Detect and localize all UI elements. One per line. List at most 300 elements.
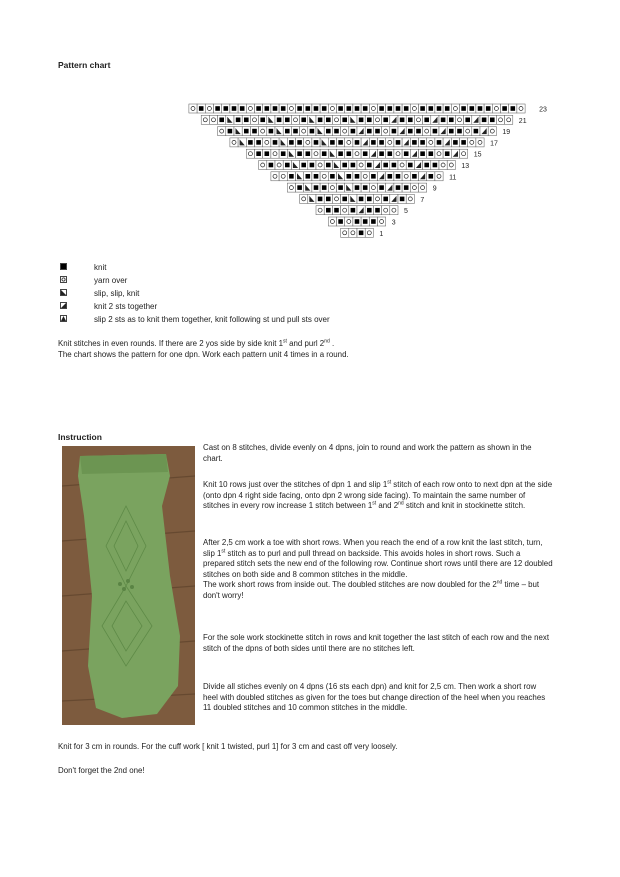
chart-cell xyxy=(361,172,369,181)
chart-cell xyxy=(423,127,431,136)
chart-cell xyxy=(505,115,513,124)
chart-cell xyxy=(398,194,406,203)
instruction-p3: After 2,5 cm work a toe with short rows. When you reach the end of a row knit the last stitch, turn, slip 1st stitch as to purl and pull thread on backside. This avoids holes in short rows. Such a prepared stitch sets the new end of the following row. Continue short rows until there are 12 doubled stitches on both side and 8 common stitches in the middle. The work short rows from inside out. The doubled stitches are now doubled for the 2nd time – but don't worry! xyxy=(203,538,553,600)
chart-cell xyxy=(324,115,332,124)
chart-cell xyxy=(242,115,250,124)
chart-row-number: 7 xyxy=(420,196,425,204)
chart-cell xyxy=(357,206,365,215)
chart-cell xyxy=(414,115,422,124)
chart-cell xyxy=(447,127,455,136)
chart-cell xyxy=(386,183,394,192)
chart-cell xyxy=(259,115,267,124)
chart-cell xyxy=(300,115,308,124)
chart-cell xyxy=(337,149,345,158)
chart-cell xyxy=(214,104,222,113)
chart-cell xyxy=(382,127,390,136)
chart-cell xyxy=(435,104,443,113)
legend-label: knit 2 sts together xyxy=(94,302,158,311)
chart-cell xyxy=(419,183,427,192)
chart-cell xyxy=(353,138,361,147)
chart-cell xyxy=(357,228,365,237)
chart-cell xyxy=(332,194,340,203)
chart-cell xyxy=(341,161,349,170)
chart-cell xyxy=(398,161,406,170)
chart-cell xyxy=(259,127,267,136)
chart-cell xyxy=(365,228,373,237)
chart-cell xyxy=(394,172,402,181)
instruction-p7: Don't forget the 2nd one! xyxy=(58,766,145,775)
chart-cell xyxy=(390,206,398,215)
chart-cell xyxy=(394,183,402,192)
chart-cell xyxy=(431,161,439,170)
chart-cell xyxy=(291,161,299,170)
chart-row-number: 19 xyxy=(502,129,511,137)
chart-cell xyxy=(451,149,459,158)
chart-cell xyxy=(464,127,472,136)
chart-cell xyxy=(398,115,406,124)
chart-cell xyxy=(341,228,349,237)
chart-cell xyxy=(312,183,320,192)
instruction-p2: Knit 10 rows just over the stitches of dpn 1 and slip 1st stitch of each row onto to next dpn at the side (onto dpn 4 right side facing, onto dpn 2 wrong side facing). To maintain the same number of stitches in every row increase 1 stitch between 1st and 2nd stitch and knit in stockinette stitch. xyxy=(203,479,553,511)
chart-cell xyxy=(267,161,275,170)
chart-cell xyxy=(427,149,435,158)
chart-cell xyxy=(357,161,365,170)
chart-cell xyxy=(390,194,398,203)
chart-cell xyxy=(312,172,320,181)
sock-photo xyxy=(62,446,195,725)
chart-cell xyxy=(472,127,480,136)
chart-cell xyxy=(320,172,328,181)
chart-cell xyxy=(279,149,287,158)
chart-cell xyxy=(390,127,398,136)
instruction-p5: Divide all stiches evenly on 4 dpns (16 sts each dpn) and knit for 2,5 cm. Then work a short row heel with doubled stitches as given for the toes but change direction of the heel when you reaches 11 doubled stitches and 10 common stitches in the middle. xyxy=(203,682,546,713)
chart-cell xyxy=(328,138,336,147)
chart-cell xyxy=(365,115,373,124)
chart-cell xyxy=(365,206,373,215)
chart-row-number: 21 xyxy=(518,117,527,125)
chart-cell xyxy=(304,104,312,113)
chart-cell xyxy=(365,161,373,170)
chart-cell xyxy=(345,104,353,113)
chart-cell xyxy=(361,183,369,192)
chart-cell xyxy=(423,161,431,170)
chart-cell xyxy=(349,161,357,170)
chart-cell xyxy=(349,115,357,124)
chart-cell xyxy=(320,149,328,158)
chart-row-number: 9 xyxy=(432,185,437,193)
chart-cell xyxy=(296,104,304,113)
chart-cell xyxy=(373,206,381,215)
chart-cell xyxy=(279,172,287,181)
chart-cell xyxy=(394,104,402,113)
chart-cell xyxy=(255,138,263,147)
chart-cell xyxy=(410,104,418,113)
chart-cell xyxy=(517,104,525,113)
chart-cell xyxy=(353,217,361,226)
chart-cell xyxy=(263,104,271,113)
chart-notes: Knit stitches in even rounds. If there are 2 yos side by side knit 1st and purl 2nd . The chart shows the pattern for one dpn. Work each pattern unit 4 times in a round. xyxy=(58,338,349,359)
chart-cell xyxy=(189,104,197,113)
chart-cell xyxy=(312,138,320,147)
chart-cell xyxy=(439,115,447,124)
k2tog-symbol-icon xyxy=(60,302,67,309)
chart-cell xyxy=(275,115,283,124)
chart-cell xyxy=(349,127,357,136)
chart-cell xyxy=(349,206,357,215)
ssk-symbol-icon xyxy=(60,289,67,296)
chart-cell xyxy=(480,115,488,124)
chart-cell xyxy=(283,115,291,124)
chart-cell xyxy=(328,149,336,158)
chart-cell xyxy=(337,138,345,147)
chart-cell xyxy=(337,172,345,181)
chart-cell xyxy=(308,115,316,124)
chart-cell xyxy=(341,194,349,203)
chart-cell xyxy=(230,104,238,113)
chart-cell xyxy=(316,194,324,203)
chart-cell xyxy=(361,217,369,226)
chart-cell xyxy=(369,104,377,113)
chart-cell xyxy=(357,127,365,136)
chart-cell xyxy=(304,183,312,192)
legend-label: slip 2 sts as to knit them together, knit following st und pull sts over xyxy=(94,315,330,324)
chart-cell xyxy=(414,127,422,136)
chart-cell xyxy=(234,115,242,124)
chart-cell xyxy=(226,115,234,124)
chart-cell xyxy=(246,138,254,147)
chart-cell xyxy=(316,161,324,170)
chart-cell xyxy=(287,104,295,113)
s2kp-symbol-icon xyxy=(60,315,67,322)
chart-cell xyxy=(332,115,340,124)
chart-cell xyxy=(328,104,336,113)
chart-cell xyxy=(468,138,476,147)
chart-cell xyxy=(402,172,410,181)
chart-cell xyxy=(283,161,291,170)
chart-cell xyxy=(468,104,476,113)
chart-cell xyxy=(328,217,336,226)
instruction-p1: Cast on 8 stitches, divide evenly on 4 dpns, join to round and work the pattern as shown in the chart. xyxy=(203,443,532,463)
chart-cell xyxy=(349,194,357,203)
chart-cell xyxy=(427,104,435,113)
chart-cell xyxy=(300,161,308,170)
chart-cell xyxy=(201,115,209,124)
chart-cell xyxy=(271,104,279,113)
chart-cell xyxy=(345,217,353,226)
chart-cell xyxy=(304,149,312,158)
chart-cell xyxy=(296,149,304,158)
chart-cell xyxy=(357,194,365,203)
chart-cell xyxy=(238,138,246,147)
chart-cell xyxy=(275,161,283,170)
chart-cell xyxy=(222,104,230,113)
chart-cell xyxy=(369,183,377,192)
chart-cell xyxy=(447,161,455,170)
chart-cell xyxy=(419,172,427,181)
legend-label: knit xyxy=(94,263,107,272)
chart-cell xyxy=(255,104,263,113)
chart-cell xyxy=(287,138,295,147)
chart-cell xyxy=(345,149,353,158)
chart-cell xyxy=(455,127,463,136)
chart-cell xyxy=(406,115,414,124)
chart-cell xyxy=(410,138,418,147)
chart-cell xyxy=(345,138,353,147)
chart-cell xyxy=(312,104,320,113)
chart-cell xyxy=(246,104,254,113)
chart-cell xyxy=(361,138,369,147)
chart-cell xyxy=(378,138,386,147)
chart-cell xyxy=(427,172,435,181)
chart-cell xyxy=(439,161,447,170)
chart-cell xyxy=(308,194,316,203)
chart-cell xyxy=(435,138,443,147)
chart-cell xyxy=(353,183,361,192)
chart-cell xyxy=(460,149,468,158)
chart-cell xyxy=(287,172,295,181)
chart-cell xyxy=(324,206,332,215)
chart-cell xyxy=(267,127,275,136)
chart-cell xyxy=(394,138,402,147)
chart-cell xyxy=(332,127,340,136)
chart-cell xyxy=(447,115,455,124)
instruction-p4: For the sole work stockinette stitch in rows and knit together the last stitch of each row and the next stitch of the dpns of both sides until there are no stitches left. xyxy=(203,633,550,653)
chart-cell xyxy=(250,115,258,124)
chart-cell xyxy=(378,104,386,113)
chart-cell xyxy=(271,138,279,147)
chart-cell xyxy=(406,194,414,203)
chart-cell xyxy=(369,217,377,226)
chart-cell xyxy=(341,206,349,215)
chart-row-number: 13 xyxy=(461,163,470,170)
chart-cell xyxy=(419,104,427,113)
chart-cell xyxy=(435,172,443,181)
chart-cell xyxy=(386,138,394,147)
chart-cell xyxy=(337,183,345,192)
chart-cell xyxy=(402,149,410,158)
chart-cell xyxy=(419,149,427,158)
chart-cell xyxy=(300,127,308,136)
chart-cell xyxy=(410,183,418,192)
yarn-over-symbol-icon xyxy=(60,276,67,283)
chart-cell xyxy=(296,138,304,147)
chart-cell xyxy=(410,149,418,158)
chart-cell xyxy=(337,217,345,226)
chart-cell xyxy=(332,206,340,215)
chart-cell xyxy=(283,127,291,136)
chart-cell xyxy=(316,206,324,215)
chart-cell xyxy=(209,115,217,124)
chart-cell xyxy=(365,127,373,136)
chart-cell xyxy=(300,194,308,203)
chart-cell xyxy=(271,172,279,181)
knitting-pattern-chart xyxy=(0,0,620,260)
chart-cell xyxy=(386,104,394,113)
chart-cell xyxy=(259,161,267,170)
chart-cell xyxy=(287,149,295,158)
chart-cell xyxy=(271,149,279,158)
chart-cell xyxy=(218,127,226,136)
chart-cell xyxy=(287,183,295,192)
chart-cell xyxy=(390,115,398,124)
chart-cell xyxy=(373,161,381,170)
chart-cell xyxy=(205,104,213,113)
chart-cell xyxy=(402,104,410,113)
chart-cell xyxy=(435,149,443,158)
chart-row-number: 5 xyxy=(404,208,408,216)
chart-cell xyxy=(460,104,468,113)
chart-cell xyxy=(291,127,299,136)
chart-cell xyxy=(296,183,304,192)
chart-cell xyxy=(279,104,287,113)
chart-cell xyxy=(509,104,517,113)
chart-cell xyxy=(423,115,431,124)
chart-cell xyxy=(386,172,394,181)
chart-cell xyxy=(328,183,336,192)
chart-cell xyxy=(316,127,324,136)
chart-cell xyxy=(349,228,357,237)
chart-cell xyxy=(443,104,451,113)
chart-cell xyxy=(246,149,254,158)
chart-cell xyxy=(218,115,226,124)
chart-cell xyxy=(238,104,246,113)
chart-cell xyxy=(226,127,234,136)
chart-cell xyxy=(345,172,353,181)
chart-cell xyxy=(263,138,271,147)
chart-cell xyxy=(357,115,365,124)
chart-cell xyxy=(390,161,398,170)
chart-cell xyxy=(394,149,402,158)
chart-row-number: 23 xyxy=(539,106,547,114)
chart-cell xyxy=(382,115,390,124)
chart-cell xyxy=(382,161,390,170)
instruction-p6: Knit for 3 cm in rounds. For the cuff work [ knit 1 twisted, purl 1] for 3 cm and cast off very loosely. xyxy=(58,742,398,751)
chart-cell xyxy=(361,149,369,158)
chart-row-number: 3 xyxy=(391,219,396,227)
chart-cell xyxy=(406,127,414,136)
chart-cell xyxy=(337,104,345,113)
chart-cell xyxy=(378,149,386,158)
chart-cell xyxy=(373,115,381,124)
chart-cell xyxy=(296,172,304,181)
chart-cell xyxy=(320,183,328,192)
pattern-chart-heading: Pattern chart xyxy=(58,60,111,70)
chart-cell xyxy=(353,172,361,181)
chart-cell xyxy=(341,115,349,124)
chart-cell xyxy=(480,127,488,136)
chart-row-number: 17 xyxy=(490,140,498,148)
chart-row-number: 15 xyxy=(473,151,482,159)
chart-cell xyxy=(361,104,369,113)
chart-cell xyxy=(386,149,394,158)
chart-cell xyxy=(255,149,263,158)
chart-cell xyxy=(431,127,439,136)
chart-cell xyxy=(382,194,390,203)
chart-cell xyxy=(476,138,484,147)
chart-row-number: 1 xyxy=(379,230,384,238)
chart-cell xyxy=(484,104,492,113)
chart-cell xyxy=(308,127,316,136)
chart-cell xyxy=(451,104,459,113)
chart-cell xyxy=(402,183,410,192)
chart-cell xyxy=(234,127,242,136)
chart-cell xyxy=(230,138,238,147)
chart-cell xyxy=(250,127,258,136)
chart-cell xyxy=(402,138,410,147)
instruction-heading: Instruction xyxy=(58,432,102,442)
chart-cell xyxy=(369,172,377,181)
chart-cell xyxy=(312,149,320,158)
chart-cell xyxy=(320,104,328,113)
chart-cell xyxy=(345,183,353,192)
chart-cell xyxy=(263,149,271,158)
chart-cell xyxy=(414,161,422,170)
chart-cell xyxy=(410,172,418,181)
knit-symbol-icon xyxy=(60,263,67,270)
chart-cell xyxy=(496,115,504,124)
chart-cell xyxy=(353,149,361,158)
chart-cell xyxy=(267,115,275,124)
chart-cell xyxy=(369,138,377,147)
chart-cell xyxy=(382,206,390,215)
chart-cell xyxy=(324,127,332,136)
chart-cell xyxy=(439,127,447,136)
chart-cell xyxy=(472,115,480,124)
chart-cell xyxy=(378,217,386,226)
chart-cell xyxy=(476,104,484,113)
chart-cell xyxy=(353,104,361,113)
chart-cell xyxy=(455,115,463,124)
chart-cell xyxy=(492,104,500,113)
chart-cell xyxy=(419,138,427,147)
legend-label: slip, slip, knit xyxy=(94,289,140,298)
chart-cell xyxy=(431,115,439,124)
legend-label: yarn over xyxy=(94,276,128,285)
chart-cell xyxy=(427,138,435,147)
chart-cell xyxy=(304,172,312,181)
chart-cell xyxy=(451,138,459,147)
chart-cell xyxy=(320,138,328,147)
chart-cell xyxy=(464,115,472,124)
chart-cell xyxy=(308,161,316,170)
chart-cell xyxy=(324,194,332,203)
chart-cell xyxy=(373,127,381,136)
chart-cell xyxy=(488,115,496,124)
chart-cell xyxy=(316,115,324,124)
chart-cell xyxy=(324,161,332,170)
chart-cell xyxy=(304,138,312,147)
chart-cell xyxy=(460,138,468,147)
chart-cell xyxy=(378,172,386,181)
chart-cell xyxy=(291,115,299,124)
chart-cell xyxy=(279,138,287,147)
chart-cell xyxy=(373,194,381,203)
chart-cell xyxy=(365,194,373,203)
chart-cell xyxy=(378,183,386,192)
chart-cell xyxy=(275,127,283,136)
chart-cell xyxy=(406,161,414,170)
chart-cell xyxy=(242,127,250,136)
chart-cell xyxy=(328,172,336,181)
chart-cell xyxy=(398,127,406,136)
chart-cell xyxy=(443,149,451,158)
chart-cell xyxy=(501,104,509,113)
chart-cell xyxy=(369,149,377,158)
chart-cell xyxy=(341,127,349,136)
chart-cell xyxy=(443,138,451,147)
chart-row-number: 11 xyxy=(449,174,457,182)
chart-cell xyxy=(488,127,496,136)
